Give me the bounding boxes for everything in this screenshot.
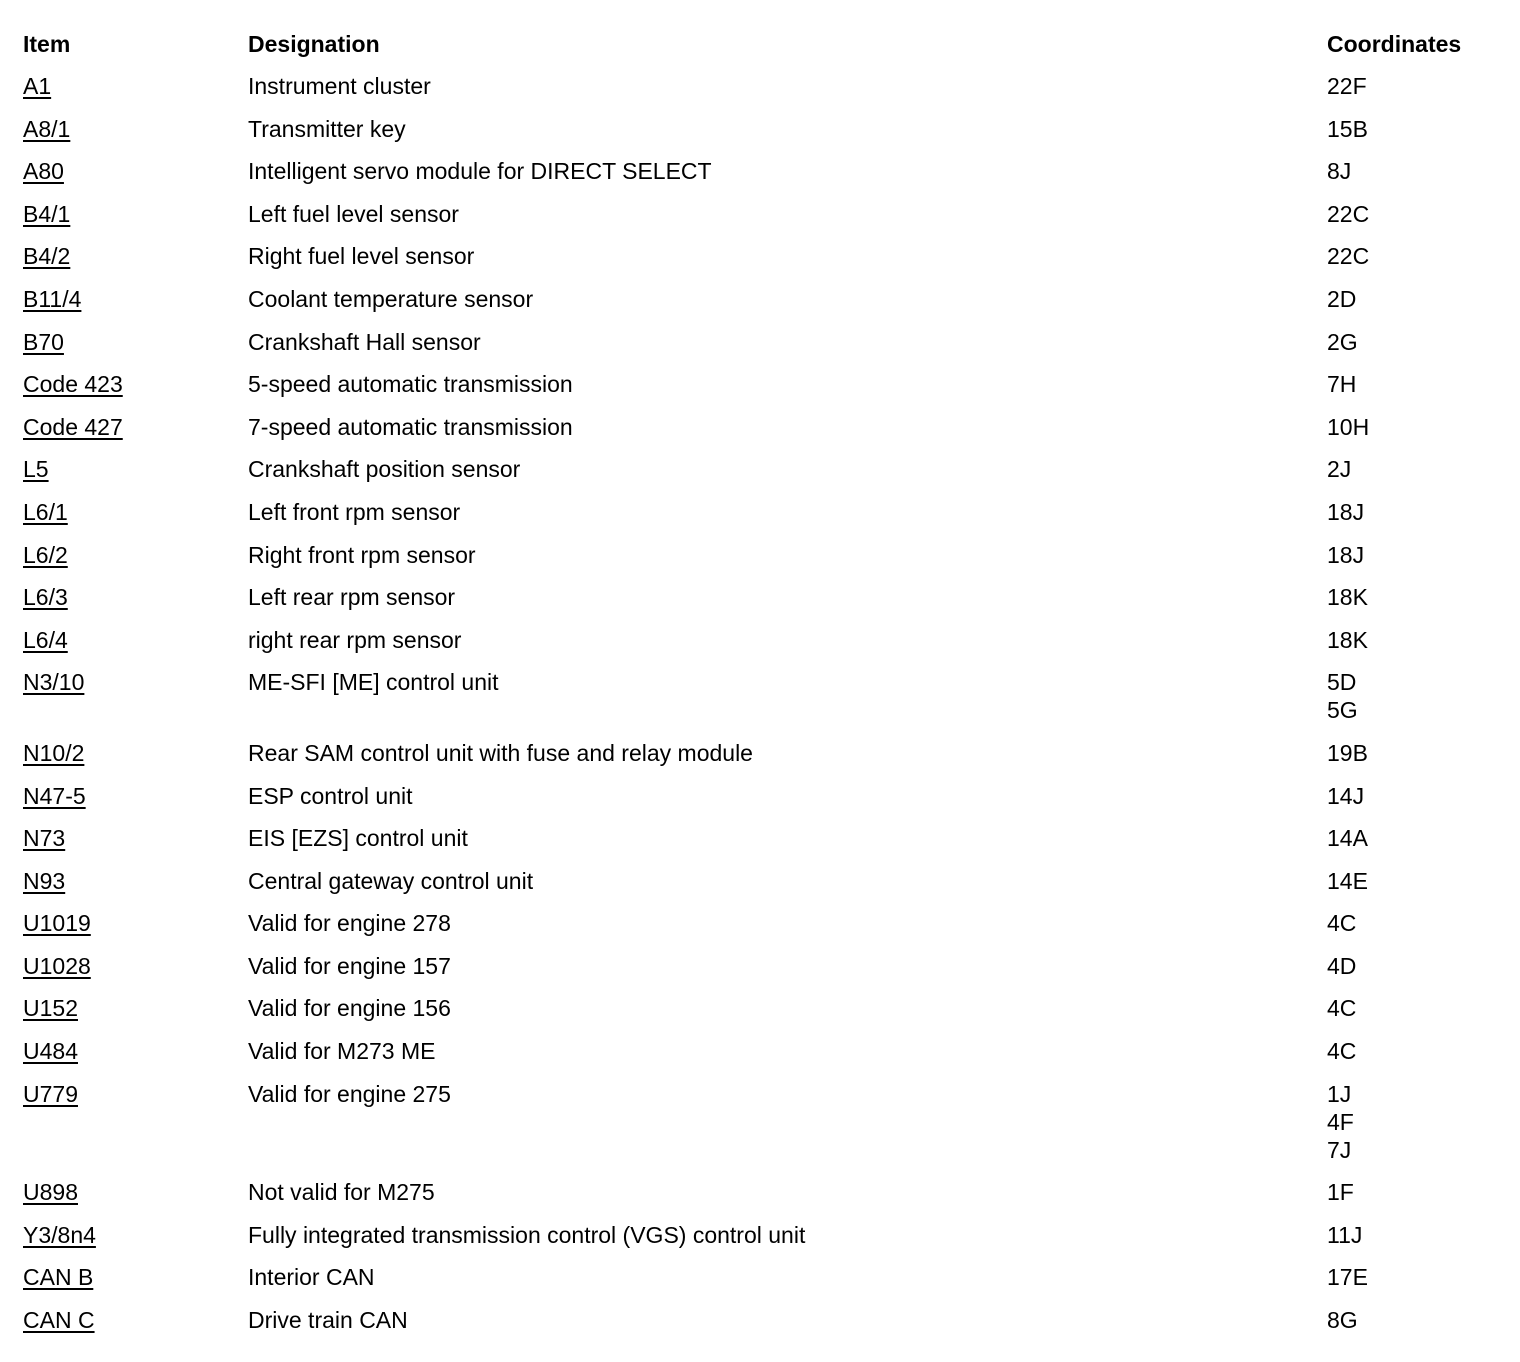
header-designation: Designation <box>248 31 380 57</box>
table-row <box>23 498 1503 541</box>
legend-table <box>23 30 1503 1349</box>
item-link[interactable]: Code 427 <box>23 413 123 440</box>
coordinate-value: 11J <box>1327 1221 1363 1248</box>
item-cell <box>23 626 248 669</box>
coordinate-value: 2J <box>1327 456 1352 483</box>
table-row <box>23 328 1503 371</box>
item-cell <box>23 72 248 115</box>
coordinate-value: 18J <box>1327 498 1365 525</box>
table-row <box>23 455 1503 498</box>
item-cell <box>23 157 248 200</box>
item-link[interactable]: U1019 <box>23 910 91 937</box>
table-row <box>23 200 1503 243</box>
coordinate-value: 15B <box>1327 115 1368 142</box>
coordinate-value: 10H <box>1327 413 1370 440</box>
table-row <box>23 370 1503 413</box>
coordinates-cell <box>1327 157 1503 200</box>
table-row <box>23 994 1503 1037</box>
item-link[interactable]: A8/1 <box>23 115 71 142</box>
coordinate-value: 14E <box>1327 867 1368 894</box>
coordinates-cell <box>1327 1080 1503 1179</box>
table-row <box>23 1037 1503 1080</box>
item-cell <box>23 909 248 952</box>
table-row <box>23 909 1503 952</box>
coordinates-cell <box>1327 1263 1503 1306</box>
coordinates-cell <box>1327 824 1503 867</box>
designation-cell: Left fuel level sensor <box>248 200 459 227</box>
item-cell <box>23 583 248 626</box>
coordinate-value: 1J <box>1327 1080 1352 1107</box>
item-cell <box>23 1037 248 1080</box>
item-cell <box>23 668 248 739</box>
header-item: Item <box>23 31 71 57</box>
coordinate-value: 18K <box>1327 584 1368 611</box>
item-link[interactable]: L6/4 <box>23 626 68 653</box>
designation-cell: Intelligent servo module for DIRECT SELECT <box>248 158 712 185</box>
coordinate-value: 22C <box>1327 243 1370 270</box>
item-cell <box>23 994 248 1037</box>
designation-cell: ME-SFI [ME] control unit <box>248 669 499 696</box>
table-header <box>23 30 1503 72</box>
coordinate-value: 17E <box>1327 1264 1368 1291</box>
coordinates-cell <box>1327 200 1503 243</box>
item-link[interactable]: CAN C <box>23 1307 95 1334</box>
item-link[interactable]: U484 <box>23 1038 78 1065</box>
designation-cell: Central gateway control unit <box>248 867 534 894</box>
designation-cell: Interior CAN <box>248 1264 375 1291</box>
coordinate-value: 14A <box>1327 825 1368 852</box>
designation-cell: Drive train CAN <box>248 1307 408 1334</box>
coordinates-cell <box>1327 328 1503 371</box>
table-row <box>23 1221 1503 1264</box>
designation-cell: EIS [EZS] control unit <box>248 825 468 852</box>
item-cell <box>23 1178 248 1221</box>
table-row <box>23 1080 1503 1179</box>
coordinate-value: 14J <box>1327 782 1365 809</box>
item-link[interactable]: B11/4 <box>23 285 82 312</box>
coordinate-value: 4C <box>1327 1038 1357 1065</box>
designation-cell: Rear SAM control unit with fuse and relay module <box>248 739 753 766</box>
coordinates-cell <box>1327 455 1503 498</box>
coordinates-cell <box>1327 583 1503 626</box>
coordinate-value: 18J <box>1327 541 1365 568</box>
coordinates-cell <box>1327 1221 1503 1264</box>
coordinates-cell <box>1327 994 1503 1037</box>
coordinate-value: 7H <box>1327 371 1357 398</box>
coordinates-cell <box>1327 498 1503 541</box>
table-row <box>23 157 1503 200</box>
table-row <box>23 72 1503 115</box>
item-cell <box>23 498 248 541</box>
designation-cell: ESP control unit <box>248 782 413 809</box>
coordinates-cell <box>1327 72 1503 115</box>
designation-cell: 5-speed automatic transmission <box>248 371 573 398</box>
coordinates-cell <box>1327 541 1503 584</box>
table-row <box>23 115 1503 158</box>
item-link[interactable]: U1028 <box>23 952 91 979</box>
item-cell <box>23 1306 248 1349</box>
item-cell <box>23 200 248 243</box>
designation-cell: right rear rpm sensor <box>248 626 462 653</box>
coordinates-cell <box>1327 1178 1503 1221</box>
table-row <box>23 541 1503 584</box>
header-row <box>23 30 1503 72</box>
designation-cell: Crankshaft position sensor <box>248 456 521 483</box>
coordinate-value: 5D <box>1327 669 1357 696</box>
coordinate-value: 4F <box>1327 1108 1354 1135</box>
item-cell <box>23 1221 248 1264</box>
designation-cell: Not valid for M275 <box>248 1179 435 1206</box>
coordinates-cell <box>1327 115 1503 158</box>
coordinate-value: 1F <box>1327 1179 1354 1206</box>
item-cell <box>23 413 248 456</box>
item-link[interactable]: A80 <box>23 158 64 185</box>
table-row <box>23 583 1503 626</box>
designation-cell: Transmitter key <box>248 115 406 142</box>
table-body <box>23 72 1503 1349</box>
coordinate-value: 22F <box>1327 73 1367 99</box>
coordinate-value: 8J <box>1327 158 1352 185</box>
item-link[interactable]: B70 <box>23 328 64 355</box>
designation-cell: Valid for M273 ME <box>248 1038 436 1065</box>
designation-cell: Crankshaft Hall sensor <box>248 328 481 355</box>
table-row <box>23 413 1503 456</box>
table-row <box>23 867 1503 910</box>
coordinates-cell <box>1327 909 1503 952</box>
table-row <box>23 739 1503 782</box>
designation-cell: Right fuel level sensor <box>248 243 475 270</box>
coordinate-value: 8G <box>1327 1307 1358 1334</box>
coordinate-value: 7J <box>1327 1136 1352 1163</box>
item-link[interactable]: U152 <box>23 995 78 1022</box>
coordinates-cell <box>1327 739 1503 782</box>
coordinate-value: 4D <box>1327 952 1357 979</box>
item-link[interactable]: B4/1 <box>23 200 71 227</box>
designation-cell: Instrument cluster <box>248 73 431 99</box>
table-row <box>23 626 1503 669</box>
designation-cell: Left front rpm sensor <box>248 498 461 525</box>
item-link[interactable]: N10/2 <box>23 739 85 766</box>
coordinates-cell <box>1327 370 1503 413</box>
table-row <box>23 1306 1503 1349</box>
table-row <box>23 1263 1503 1306</box>
coordinate-value: 2G <box>1327 328 1358 355</box>
coordinate-value: 18K <box>1327 626 1368 653</box>
item-link[interactable]: L5 <box>23 456 49 483</box>
coordinates-cell <box>1327 285 1503 328</box>
item-link[interactable]: N3/10 <box>23 669 85 696</box>
designation-cell: Valid for engine 278 <box>248 910 451 937</box>
item-cell <box>23 952 248 995</box>
designation-cell: Valid for engine 157 <box>248 952 451 979</box>
item-cell <box>23 328 248 371</box>
coordinates-cell <box>1327 242 1503 285</box>
coordinates-cell <box>1327 668 1503 739</box>
coordinates-cell <box>1327 413 1503 456</box>
coordinates-cell <box>1327 1306 1503 1349</box>
coordinate-value: 4C <box>1327 910 1357 937</box>
coordinates-cell <box>1327 1037 1503 1080</box>
table-row <box>23 242 1503 285</box>
coordinate-value: 22C <box>1327 200 1370 227</box>
coordinate-value: 4C <box>1327 995 1357 1022</box>
designation-cell: Valid for engine 275 <box>248 1080 451 1107</box>
item-cell <box>23 370 248 413</box>
item-link[interactable]: L6/2 <box>23 541 68 568</box>
item-cell <box>23 824 248 867</box>
item-link[interactable]: CAN B <box>23 1264 94 1291</box>
table-row <box>23 782 1503 825</box>
item-cell <box>23 867 248 910</box>
coordinate-value: 5G <box>1327 697 1358 724</box>
item-cell <box>23 1263 248 1306</box>
item-cell <box>23 541 248 584</box>
item-cell <box>23 455 248 498</box>
item-link[interactable]: Code 423 <box>23 371 123 398</box>
table-row <box>23 824 1503 867</box>
designation-cell: Right front rpm sensor <box>248 541 476 568</box>
item-link[interactable]: U898 <box>23 1179 78 1206</box>
table-row <box>23 1178 1503 1221</box>
item-link[interactable]: N47-5 <box>23 782 86 809</box>
item-link[interactable]: L6/3 <box>23 584 68 611</box>
designation-cell: Valid for engine 156 <box>248 995 451 1022</box>
designation-cell: Fully integrated transmission control (VGS) control unit <box>248 1221 806 1248</box>
item-link[interactable]: Y3/8n4 <box>23 1221 96 1248</box>
coordinates-cell <box>1327 867 1503 910</box>
table-row <box>23 668 1503 739</box>
item-cell <box>23 115 248 158</box>
item-link[interactable]: B4/2 <box>23 243 71 270</box>
designation-cell: Coolant temperature sensor <box>248 285 534 312</box>
designation-cell: Left rear rpm sensor <box>248 584 456 611</box>
designation-cell: 7-speed automatic transmission <box>248 413 573 440</box>
coordinate-value: 19B <box>1327 739 1368 766</box>
item-cell <box>23 242 248 285</box>
coordinates-cell <box>1327 952 1503 995</box>
coordinates-cell <box>1327 782 1503 825</box>
coordinates-cell <box>1327 626 1503 669</box>
item-cell <box>23 285 248 328</box>
item-link[interactable]: U779 <box>23 1080 78 1107</box>
item-link[interactable]: N73 <box>23 825 66 852</box>
coordinate-value: 2D <box>1327 285 1357 312</box>
item-link[interactable]: L6/1 <box>23 498 68 525</box>
item-link[interactable]: A1 <box>23 73 52 99</box>
item-cell <box>23 782 248 825</box>
item-cell <box>23 739 248 782</box>
table-row <box>23 952 1503 995</box>
item-link[interactable]: N93 <box>23 867 66 894</box>
table-row <box>23 285 1503 328</box>
header-coordinates: Coordinates <box>1327 31 1462 57</box>
item-cell <box>23 1080 248 1179</box>
